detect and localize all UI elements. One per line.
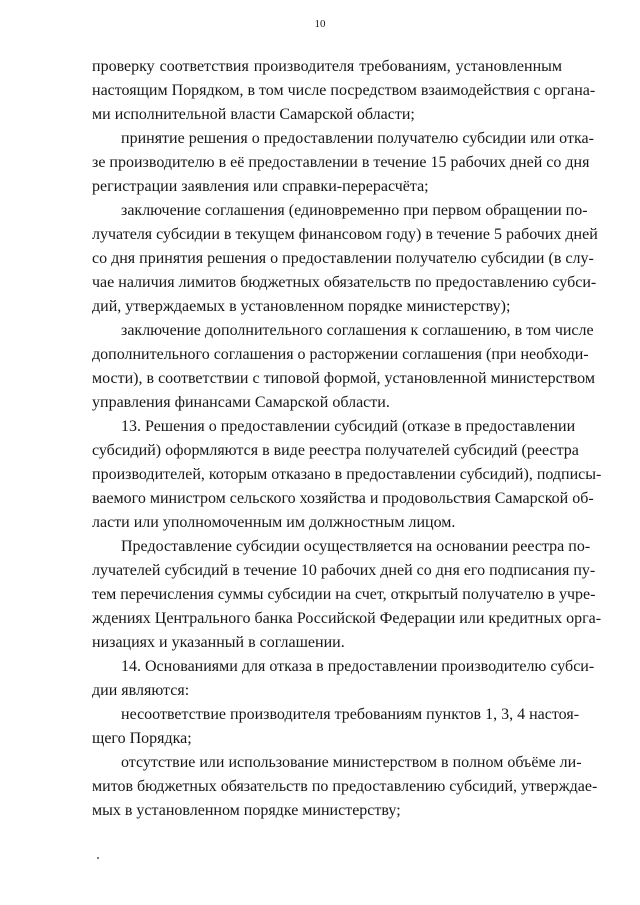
text-line: ждениях Центрального банка Российской Федерации или кредитных орга- [92, 610, 602, 627]
text-line: настоящим Порядком, в том числе посредством взаимодействия с органа- [92, 82, 596, 99]
text-line: 14. Основаниями для отказа в предоставлении производителю субси- [121, 658, 595, 675]
text-line: ваемого министром сельского хозяйства и продовольствия Самарской об- [92, 490, 594, 507]
text-line: щего Порядка; [92, 730, 192, 747]
text-line: отсутствие или использование министерством в полном объёме ли- [121, 754, 582, 771]
text-line: мости), в соответствии с типовой формой, установленной министерством [92, 370, 595, 387]
text-line: дополнительного соглашения о расторжении соглашения (при необходи- [92, 346, 589, 363]
text-line: заключение дополнительного соглашения к соглашению, в том числе [121, 322, 594, 339]
text-line: ми исполнительной власти Самарской области; [92, 106, 415, 123]
text-line: регистрации заявления или справки-перерасчёта; [92, 178, 429, 195]
text-line: чае наличия лимитов бюджетных обязательств по предоставлению субси- [92, 274, 597, 291]
text-line: проверку соответствия производителя требованиям, установленным [92, 58, 562, 75]
text-line: митов бюджетных обязательств по предоставлению субсидий, утверждае- [92, 778, 598, 795]
text-line: лучателей субсидий в течение 10 рабочих дней со дня его подписания пу- [92, 562, 596, 579]
text-line: ласти или уполномоченным им должностным лицом. [92, 514, 456, 531]
body-text [92, 55, 602, 823]
text-line: со дня принятия решения о предоставлении получателю субсидии (в слу- [92, 250, 594, 267]
text-line: дии являются: [92, 682, 190, 699]
text-line: Предоставление субсидии осуществляется на основании реестра по- [121, 538, 591, 555]
text-line: субсидий) оформляются в виде реестра получателей субсидий (реестра [92, 442, 579, 459]
text-line: несоответствие производителя требованиям пунктов 1, 3, 4 настоя- [121, 706, 580, 723]
text-line: мых в установленном порядке министерству; [92, 802, 401, 819]
scan-speck [97, 857, 99, 859]
page-number: 10 [314, 18, 326, 30]
text-line: зе производителю в её предоставлении в течение 15 рабочих дней со дня [92, 154, 590, 171]
text-line: принятие решения о предоставлении получателю субсидии или отка- [121, 130, 594, 147]
text-line: управления финансами Самарской области. [92, 394, 390, 411]
text-line: производителей, которым отказано в предоставлении субсидий), подписы- [92, 466, 602, 483]
text-line: низациях и указанный в соглашении. [92, 634, 345, 651]
text-line: лучателя субсидии в текущем финансовом году) в течение 5 рабочих дней [92, 226, 598, 243]
text-line: тем перечисления суммы субсидии на счет, открытый получателю в учре- [92, 586, 596, 603]
text-line: 13. Решения о предоставлении субсидий (отказе в предоставлении [121, 418, 576, 435]
text-line: дий, утверждаемых в установленном порядке министерству); [92, 298, 511, 315]
text-line: заключение соглашения (единовременно при первом обращении по- [121, 202, 588, 219]
